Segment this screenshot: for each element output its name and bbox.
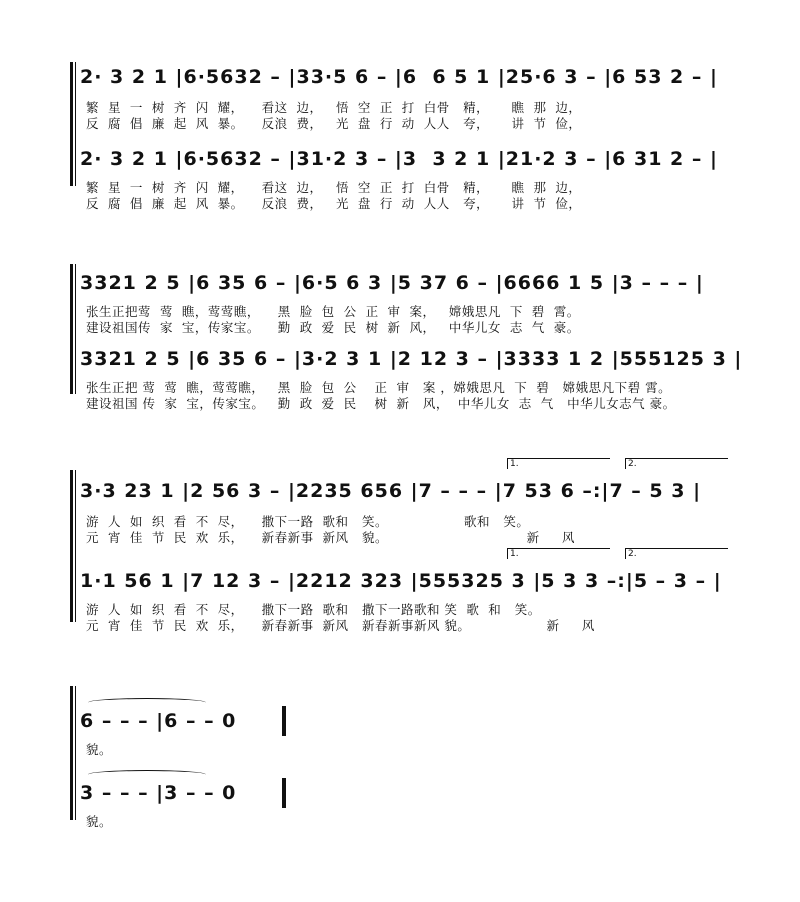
notes-line: 3 – – – |3 – – 0	[80, 782, 237, 804]
system-brace-line	[75, 264, 76, 394]
final-barline	[282, 706, 286, 736]
notes-line: 3321 2 5 |6 35 6 – |6·5 6 3 |5 37 6 – |6666 1 5 |3 – – – |	[80, 272, 704, 294]
tie-slur	[88, 770, 206, 779]
lyric-line-1: 游 人 如 织 看 不 尽， 撒下一路 歌和 撒下一路歌和 笑 歌 和 笑。	[86, 602, 541, 617]
system-brace	[70, 264, 73, 394]
notes-line: 2· 3 2 1 |6·5632 – |31·2 3 – |3 3 2 1 |21·2 3 – |6 31 2 – |	[80, 148, 718, 170]
lyric-line-1: 貌。	[86, 742, 113, 757]
lyric-line-2: 反 腐 倡 廉 起 风 暴。 反浪 费， 光 盘 行 动 人人 夸， 讲 节 俭，	[86, 196, 582, 211]
notes-line: 2· 3 2 1 |6·5632 – |33·5 6 – |6 6 5 1 |25·6 3 – |6 53 2 – |	[80, 66, 718, 88]
lyric-line-2: 反 腐 倡 廉 起 风 暴。 反浪 费， 光 盘 行 动 人人 夸， 讲 节 俭，	[86, 116, 582, 131]
lyric-line-1: 貌。	[86, 814, 113, 829]
system-brace-line	[75, 470, 76, 622]
volta-1: 1.	[507, 458, 610, 469]
tie-slur	[88, 698, 206, 707]
notes-line: 6 – – – |6 – – 0	[80, 710, 237, 732]
notes-line: 3321 2 5 |6 35 6 – |3·2 3 1 |2 12 3 – |3333 1 2 |555125 3 |	[80, 348, 743, 370]
system-brace-line	[75, 686, 76, 820]
system-brace	[70, 470, 73, 622]
system-brace	[70, 62, 73, 186]
volta-2: 2.	[625, 458, 728, 469]
notes-line: 3·3 23 1 |2 56 3 – |2235 656 |7 – – – |7 53 6 –:|7 – 5 3 |	[80, 480, 702, 502]
volta-2: 2.	[625, 548, 728, 559]
lyric-line-1: 繁 星 一 树 齐 闪 耀， 看这 边， 悟 空 正 打 白骨 精， 瞧 那 边，	[86, 100, 582, 115]
lyric-line-1: 游 人 如 织 看 不 尽， 撒下一路 歌和 笑。 歌和 笑。	[86, 514, 530, 529]
lyric-line-2: 建设祖国 传 家 宝，传家宝。 勤 政 爱 民 树 新 风， 中华儿女 志 气 中华儿女志气 豪。	[86, 396, 676, 411]
system-brace-line	[75, 62, 76, 186]
notes-line: 1·1 56 1 |7 12 3 – |2212 323 |555325 3 |5 3 3 –:|5 – 3 – |	[80, 570, 722, 592]
volta-1: 1.	[507, 548, 610, 559]
lyric-line-1: 繁 星 一 树 齐 闪 耀， 看这 边， 悟 空 正 打 白骨 精， 瞧 那 边，	[86, 180, 582, 195]
lyric-line-1: 张生正把莺 莺 瞧，莺莺瞧， 黑 脸 包 公 正 审 案， 嫦娥思凡 下 碧 霄。	[86, 304, 580, 319]
lyric-line-2: 元 宵 佳 节 民 欢 乐， 新春新事 新风 貌。 新 风	[86, 530, 575, 545]
final-barline	[282, 778, 286, 808]
system-brace	[70, 686, 73, 820]
lyric-line-1: 张生正把 莺 莺 瞧，莺莺瞧， 黑 脸 包 公 正 审 案 ，嫦娥思凡 下 碧 嫦娥思凡下碧 霄。	[86, 380, 672, 395]
lyric-line-2: 元 宵 佳 节 民 欢 乐， 新春新事 新风 新春新事新风 貌。 新 风	[86, 618, 595, 633]
lyric-line-2: 建设祖国传 家 宝，传家宝。 勤 政 爱 民 树 新 风， 中华儿女 志 气 豪。	[86, 320, 580, 335]
